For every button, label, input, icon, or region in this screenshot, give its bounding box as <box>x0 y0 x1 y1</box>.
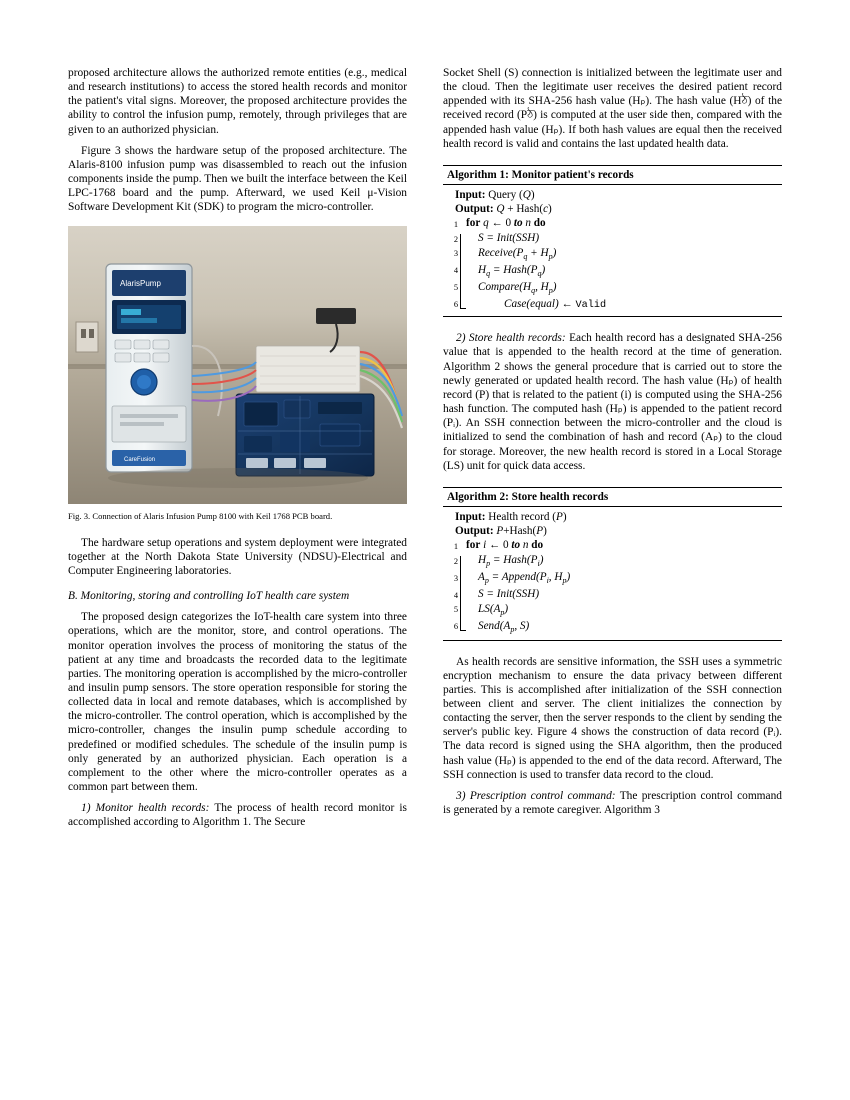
paragraph-right-3: As health records are sensitive information, the SSH uses a symmetric encryption mechanism to ensure the data privacy between different parties. This is accomplished after initialization of the SSH connection between client and server. The client initializes the connection by contacting the server, then the server responds to the client by sending the server's public key. Figure 4 shows the construction of data record (Pᵢ). The data record is signed using the SHA algorithm, then the produced hash value (Hₚ) is appended to the end of the data record. Afterward, The SSH connection is used to transfer data record to the cloud. <box>443 655 782 781</box>
algorithm-1-line-6 <box>443 297 782 313</box>
algorithm-2-lines <box>443 538 782 636</box>
svg-text:AlarisPump: AlarisPump <box>120 278 161 288</box>
algorithm-2-name: Store health records <box>511 490 609 503</box>
algorithm-2-body <box>443 507 782 640</box>
subsection-heading-1: 1) Monitor health records: <box>81 802 210 815</box>
algorithm-1-input-value: Query (Q) <box>488 188 535 201</box>
line-code: $H_p$ = $Hash(P_i)$ <box>478 554 544 569</box>
algorithm-2-line-1 <box>443 538 782 553</box>
line-code: S = Init(SSH) <box>478 232 540 245</box>
algorithm-1-line-4 <box>443 263 782 280</box>
algorithm-1-line-3 <box>443 246 782 263</box>
section-heading-b: B. Monitoring, storing and controlling IoT health care system <box>68 590 350 603</box>
line-number: 6 <box>453 622 458 632</box>
line-number: 5 <box>453 605 458 615</box>
algorithm-1-name: Monitor patient's records <box>511 168 634 181</box>
algorithm-2-output-label: Output: <box>455 524 494 537</box>
algorithm-1-body <box>443 185 782 316</box>
algorithm-1-lines <box>443 216 782 312</box>
algorithm-1-line-5 <box>443 280 782 297</box>
paragraph-left-5 <box>68 801 407 829</box>
paragraph-left-5-text: The process of health record monitor is accomplished according to Algorithm 1. The Secure <box>68 802 407 829</box>
algorithm-2-line-5 <box>443 601 782 618</box>
page-content <box>68 66 782 1026</box>
algorithm-1-line-1 <box>443 216 782 231</box>
paragraph-left-3: The hardware setup operations and system deployment were integrated together at the North Dakota State University (NDSU)-Electrical and Computer Engineering laboratories. <box>68 536 407 577</box>
line-number: 3 <box>453 249 458 259</box>
line-number: 3 <box>453 573 458 583</box>
algorithm-1-label: Algorithm 1: <box>447 168 509 181</box>
figure-3-caption: Fig. 3. Connection of Alaris Infusion Pump 8100 with Keil 1768 PCB board. <box>68 510 333 521</box>
two-column-layout <box>68 66 782 830</box>
paragraph-left-1: proposed architecture allows the authorized remote entities (e.g., medical and research institutions) to access the stored health records and monitor the patient's vital signs. Moreover, the proposed architecture provides the ability to control the infusion pump, remotely, through privileges that are given to an authorized physician. <box>68 67 407 136</box>
line-number: 6 <box>453 300 458 310</box>
paragraph-right-1: Socket Shell (S) connection is initialized between the legitimate user and the cloud. Then the legitimate user receives the desired patient record appended with its SHA-256 hash value (Hₚ). The hash value (Hঠ) of the received record (Pঠ) is computed at the user side then, compared with the appended hash value (Hₚ). If both hash values are equal then the received health record is valid and contains the last updated health data. <box>443 67 782 150</box>
paragraph-left-2: Figure 3 shows the hardware setup of the proposed architecture. The Alaris-8100 infusion pump was disassembled to reach out the infusion components inside the pump. Then we built the interface between the Keil LPC-1768 board and the pump. Afterward, we used Keil μ-Vision Software Development Kit (SDK) to program the micro-controller. <box>68 144 407 214</box>
algorithm-1-line-2 <box>443 231 782 246</box>
paragraph-right-4 <box>443 789 782 817</box>
svg-text:CareFusion: CareFusion <box>124 456 156 463</box>
figure-3-image <box>68 226 407 504</box>
line-code: $H_q$ = $Hash(P_q)$ <box>478 263 546 279</box>
algorithm-1-output-label: Output: <box>455 202 494 215</box>
line-number: 2 <box>453 556 458 566</box>
algorithm-2-output-value: P+Hash(P) <box>496 524 547 537</box>
line-code: $Send(A_p$, S) <box>478 619 530 635</box>
algorithm-2-line-3 <box>443 570 782 587</box>
line-code: $Compare(H_q$, $H_p$) <box>478 280 557 296</box>
paragraph-left-4: The proposed design categorizes the IoT-health care system into three operations, which are the monitor, store, and control operations. The monitor operation involves the process of monitoring the status of the patient at any time and broadcasts the recorded data to the legitimate parties. The monitoring operation is accomplished by the micro-controller and insulin pump sensors. The store operation responsible for storing the collected data in local and remote databases, which is accomplished by the micro-controller. The control operation, which is accomplished by the micro-controller, changes the insulin pump schedule according to predefined or modified schedules. The schedule of the insulin pump is only generated by an authorized physician. Each operation is a complement to the other where the micro-controller operates as a common part between them. <box>68 611 407 794</box>
left-column <box>68 66 407 830</box>
paragraph-right-2 <box>443 331 782 473</box>
subsection-heading-2: 2) Store health records: <box>456 332 566 345</box>
algorithm-2-line-2 <box>443 553 782 570</box>
paragraph-right-2-text: Each health record has a designated SHA-256 value that is appended to the health record at the time of generation. Algorithm 2 shows the general procedure that is carried out to store the newly generated or updated health record. The hash value (Hₚ) of health record (P) that is related to the patient (i) is computed using the SHA-256 hash function. The computed hash (Hₚ) is appended to the patient record (Pᵢ). An SSH connection between the micro-controller and the cloud is initialized to send the combination of hash and record (Aₚ) to the cloud for storage. Moreover, the new health record is stored in a Local Storage (LS) unit for quick data access. <box>443 332 782 472</box>
subsection-heading-3: 3) Prescription control command: <box>456 789 616 802</box>
line-number: 1 <box>453 541 458 551</box>
algorithm-1-box <box>443 165 782 317</box>
algorithm-1-title <box>443 166 782 185</box>
algorithm-2-title <box>443 488 782 507</box>
algorithm-2-input-value: Health record (P) <box>488 510 567 523</box>
algorithm-1-input <box>443 188 782 202</box>
line-code: $A_p$ = $Append(P_i$, $H_p$) <box>478 571 571 586</box>
line-code: $Receive(P_q + H_p)$ <box>478 246 557 262</box>
line-number: 2 <box>453 234 458 244</box>
line-number: 4 <box>453 266 458 276</box>
line-code: for i ← 0 to n do <box>466 539 544 552</box>
infusion-pump-photo <box>68 226 407 504</box>
line-code: S = Init(SSH) <box>478 588 540 601</box>
algorithm-2-line-4 <box>443 587 782 602</box>
algorithm-2-box <box>443 487 782 641</box>
line-number: 5 <box>453 283 458 293</box>
algorithm-2-input <box>443 510 782 524</box>
line-code: Case(equal) ← Valid <box>504 297 607 311</box>
algorithm-1-input-label: Input: <box>455 188 486 201</box>
algorithm-2-output <box>443 524 782 538</box>
right-column <box>443 66 782 830</box>
line-number: 1 <box>453 219 458 229</box>
line-code: $LS(A_p)$ <box>478 602 509 618</box>
algorithm-1-output-value: Q + Hash(c) <box>496 202 552 215</box>
figure-3 <box>68 226 407 522</box>
algorithm-2-label: Algorithm 2: <box>447 490 509 503</box>
algorithm-2-line-6 <box>443 619 782 636</box>
algorithm-1-output <box>443 202 782 216</box>
algorithm-2-input-label: Input: <box>455 510 486 523</box>
paragraph-right-4-text: The prescription control command is generated by a remote caregiver. Algorithm 3 <box>443 789 782 817</box>
line-code: for q ← 0 to n do <box>466 217 546 230</box>
line-number: 4 <box>453 590 458 600</box>
